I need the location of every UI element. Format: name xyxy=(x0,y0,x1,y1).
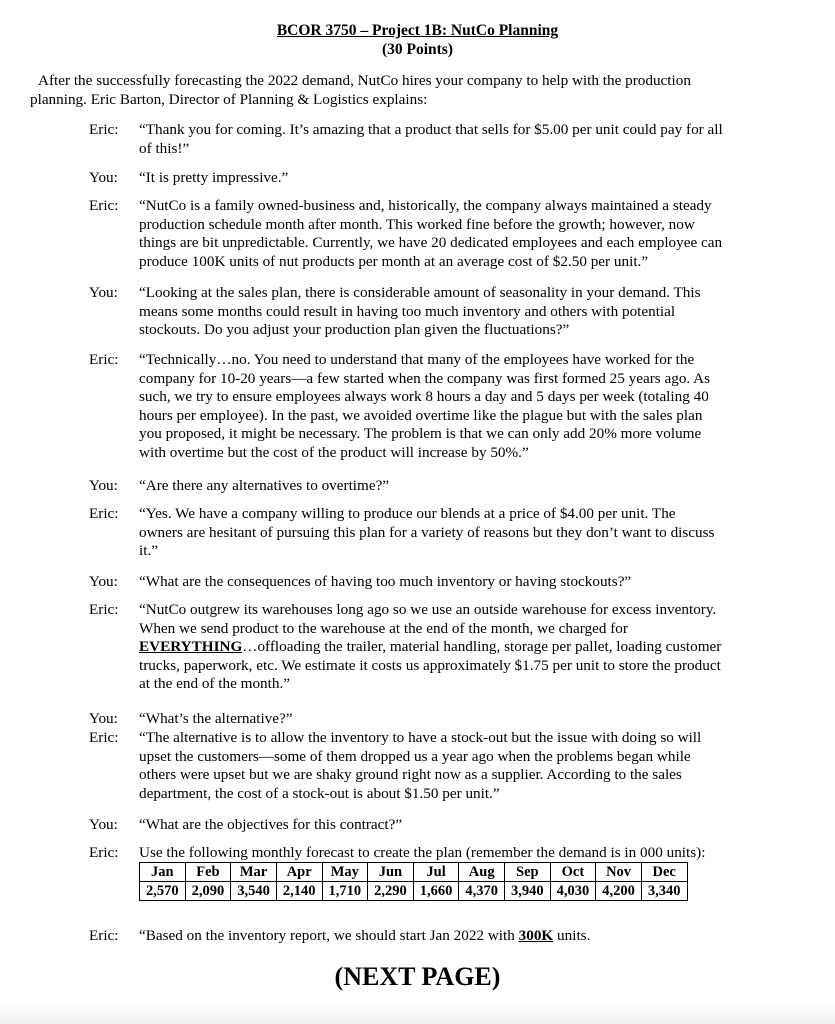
emphasis-everything: EVERYTHING xyxy=(139,638,243,656)
dialogue-line: department, the cost of a stock-out is about $1.50 per unit.” xyxy=(139,784,500,802)
dialogue-text xyxy=(139,284,799,340)
dialogue-line-rest: …offloading the trailer, material handling, storage per pallet, loading customer xyxy=(242,638,722,656)
dialogue-line: produce 100K units of nut products per month at an average cost of $2.50 per unit.” xyxy=(139,252,649,270)
intro-line: After the successfully forecasting the 2022 demand, NutCo hires your company to help with the production xyxy=(38,72,691,89)
forecast-month-dec: Dec xyxy=(641,863,687,882)
forecast-month-feb: Feb xyxy=(185,863,231,882)
dialogue-line: things are bit unpredictable. Currently, we have 20 dedicated employees and each employee can xyxy=(139,234,723,252)
speaker-label: You: xyxy=(89,816,118,833)
dialogue-line: “Looking at the sales plan, there is considerable amount of seasonality in your demand. This xyxy=(139,284,701,301)
speaker-label: Eric: xyxy=(89,505,119,522)
dialogue-text xyxy=(139,477,799,496)
forecast-header-row xyxy=(140,863,688,882)
dialogue-text xyxy=(139,601,799,694)
forecast-value-nov: 4,200 xyxy=(596,882,642,901)
dialogue-line: hours per employee). In the past, we avoided overtime like the plague but with the sales plan xyxy=(139,406,703,424)
forecast-value-mar: 3,540 xyxy=(231,882,277,901)
forecast-month-jul: Jul xyxy=(413,863,459,882)
dialogue-text xyxy=(139,816,799,835)
speaker-label: Eric: xyxy=(89,351,119,368)
dialogue-line: company for 10-20 years—a few started when the company was first formed 25 years ago. As xyxy=(139,369,711,387)
dialogue-line: production schedule month after month. This worked fine before the growth; however, now xyxy=(139,215,695,233)
forecast-month-nov: Nov xyxy=(596,863,642,882)
dialogue-line-start: “Based on the inventory report, we should start Jan 2022 with xyxy=(139,927,515,944)
forecast-value-may: 1,710 xyxy=(322,882,368,901)
dialogue-line: such, we try to ensure employees always work 8 hours a day and 5 days per week (totaling 40 xyxy=(139,388,709,406)
dialogue-line: “What’s the alternative?” xyxy=(139,710,293,727)
forecast-value-aug: 4,370 xyxy=(459,882,505,901)
dialogue-text xyxy=(139,351,799,463)
dialogue-line: it.” xyxy=(139,542,158,560)
page-bottom-shadow xyxy=(0,1004,835,1024)
points-subtitle: (30 Points) xyxy=(381,41,454,58)
intro-line: planning. Eric Barton, Director of Planning & Logistics explains: xyxy=(30,90,428,108)
dialogue-line xyxy=(139,638,799,657)
forecast-month-oct: Oct xyxy=(550,863,596,882)
forecast-value-apr: 2,140 xyxy=(276,882,322,901)
dialogue-line: stockouts. Do you adjust your production plan given the fluctuations?” xyxy=(139,321,570,339)
dialogue-line: upset the customers—some of them dropped us a year ago when the problems began while xyxy=(139,747,691,765)
forecast-value-dec: 3,340 xyxy=(641,882,687,901)
dialogue-line: “Yes. We have a company willing to produce our blends at a price of $4.00 per unit. The xyxy=(139,505,676,522)
dialogue-line: means some months could result in having too much inventory and others with potential xyxy=(139,302,676,320)
speaker-label: You: xyxy=(89,573,118,590)
forecast-month-jun: Jun xyxy=(368,863,414,882)
dialogue-line: at the end of the month.” xyxy=(139,675,290,693)
dialogue-text xyxy=(139,844,799,863)
forecast-value-row xyxy=(140,882,688,901)
dialogue-text xyxy=(139,169,799,188)
speaker-label: You: xyxy=(89,284,118,301)
speaker-label: Eric: xyxy=(89,197,119,214)
speaker-label: Eric: xyxy=(89,601,119,618)
dialogue-text xyxy=(139,197,799,271)
dialogue-text xyxy=(139,121,799,158)
speaker-label: You: xyxy=(89,710,118,727)
forecast-value-sep: 3,940 xyxy=(505,882,551,901)
intro-paragraph xyxy=(30,72,778,109)
forecast-value-feb: 2,090 xyxy=(185,882,231,901)
forecast-month-sep: Sep xyxy=(505,863,551,882)
document-title: BCOR 3750 – Project 1B: NutCo Planning xyxy=(276,22,559,39)
dialogue-line: “What are the consequences of having too much inventory or having stockouts?” xyxy=(139,573,632,590)
dialogue-line: “The alternative is to allow the inventory to have a stock-out but the issue with doing so will xyxy=(139,729,702,746)
dialogue-line: “Thank you for coming. It’s amazing that a product that sells for $5.00 per unit could pay for all xyxy=(139,121,723,138)
dialogue-line: owners are hesitant of pursuing this plan for a variety of reasons but they don’t want to discuss xyxy=(139,523,715,541)
dialogue-text xyxy=(139,573,799,592)
forecast-value-jan: 2,570 xyxy=(140,882,186,901)
dialogue-line: “Technically…no. You need to understand that many of the employees have worked for the xyxy=(139,351,695,368)
dialogue-line: you proposed, it might be necessary. The problem is that we can only add 20% more volume xyxy=(139,425,702,443)
dialogue-line: “It is pretty impressive.” xyxy=(139,169,289,186)
dialogue-line: When we send product to the warehouse at the end of the month, we charged for xyxy=(139,619,628,637)
dialogue-line: of this!” xyxy=(139,139,190,157)
dialogue-line: others were upset but we are shaky ground right now as a supplier. According to the sales xyxy=(139,766,682,784)
dialogue-line: “NutCo is a family owned-business and, historically, the company always maintained a steady xyxy=(139,197,712,214)
forecast-month-may: May xyxy=(322,863,368,882)
dialogue-line: with overtime but the cost of the product will increase by 50%.” xyxy=(139,443,529,461)
forecast-value-jun: 2,290 xyxy=(368,882,414,901)
speaker-label: Eric: xyxy=(89,927,119,944)
forecast-value-oct: 4,030 xyxy=(550,882,596,901)
forecast-month-mar: Mar xyxy=(231,863,277,882)
dialogue-line: “Are there any alternatives to overtime?” xyxy=(139,477,390,494)
forecast-table xyxy=(139,862,688,901)
emphasis-300k: 300K xyxy=(518,927,554,944)
speaker-label: Eric: xyxy=(89,121,119,138)
forecast-month-aug: Aug xyxy=(459,863,505,882)
speaker-label: You: xyxy=(89,169,118,186)
dialogue-text xyxy=(139,710,799,729)
forecast-value-jul: 1,660 xyxy=(413,882,459,901)
next-page-label: (NEXT PAGE) xyxy=(334,962,501,991)
dialogue-line: trucks, paperwork, etc. We estimate it costs us approximately $1.75 per unit to store the product xyxy=(139,656,721,674)
dialogue-line xyxy=(139,927,799,946)
dialogue-text xyxy=(139,927,799,946)
dialogue-line-end: units. xyxy=(557,927,591,944)
dialogue-line: “NutCo outgrew its warehouses long ago so we use an outside warehouse for excess inventory. xyxy=(139,601,717,618)
dialogue-text xyxy=(139,505,799,561)
speaker-label: Eric: xyxy=(89,844,119,861)
speaker-label: You: xyxy=(89,477,118,494)
dialogue-text xyxy=(139,729,799,803)
dialogue-line: Use the following monthly forecast to create the plan (remember the demand is in 000 units): xyxy=(139,844,706,861)
forecast-month-apr: Apr xyxy=(276,863,322,882)
forecast-month-jan: Jan xyxy=(140,863,186,882)
dialogue-line: “What are the objectives for this contract?” xyxy=(139,816,403,833)
speaker-label: Eric: xyxy=(89,729,119,746)
